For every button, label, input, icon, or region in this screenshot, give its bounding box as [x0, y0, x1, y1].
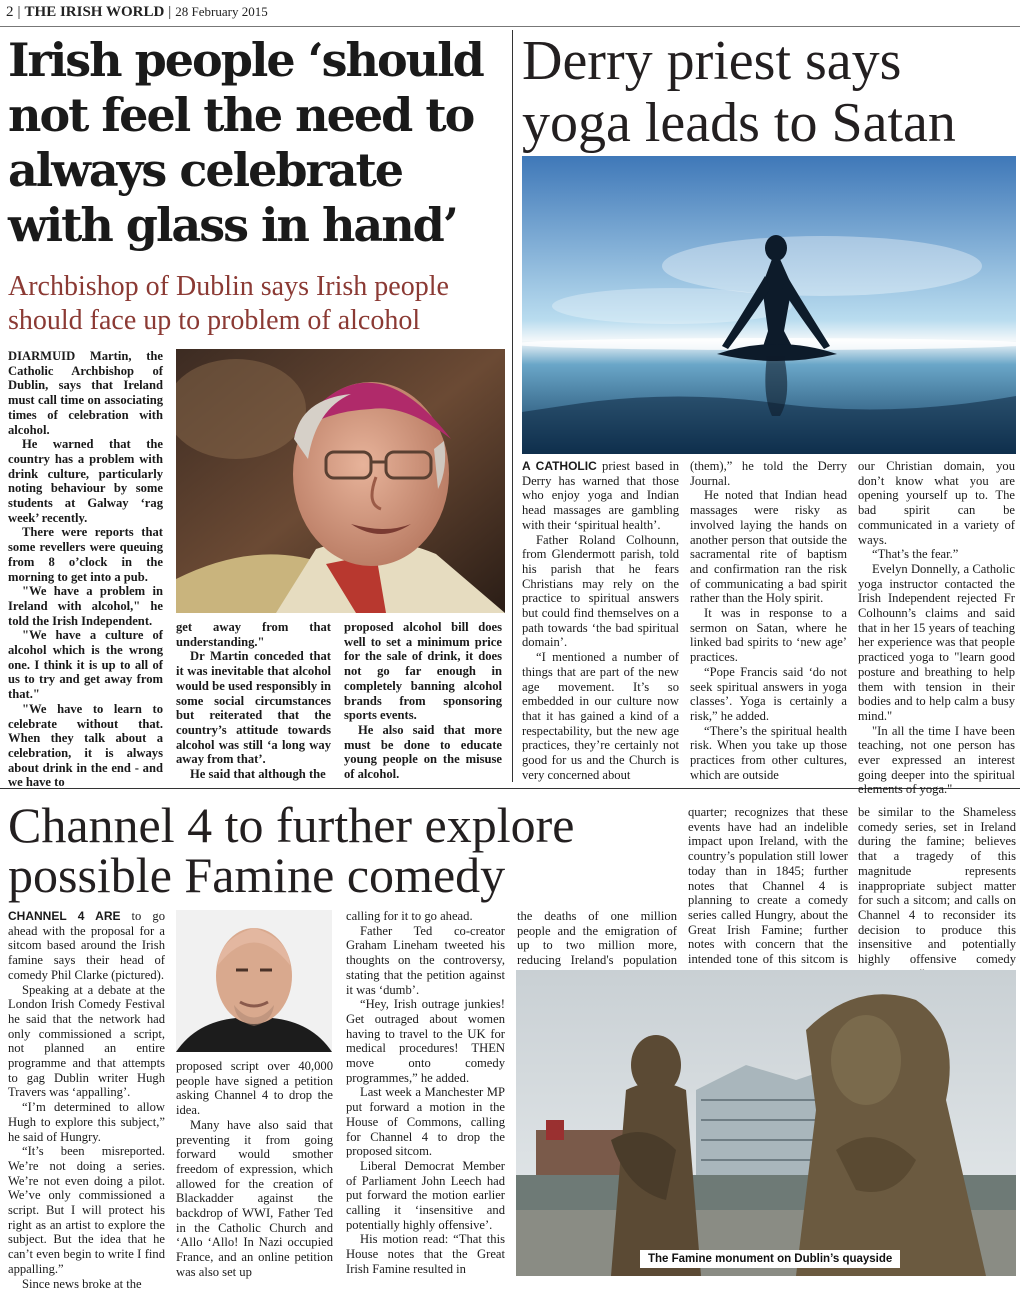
paragraph: He noted that Indian head massages were risky as involved laying the hands on another person that outside the sacramental rite of baptism and confirmation ran the risk of communicating a bad spirit rather than the Holy spirit.: [690, 488, 847, 606]
alcohol-column-1: [8, 349, 163, 790]
paragraph: quarter; recognizes that these events have had an indelible impact upon Ireland, with the country’s population still lower today than in 1845; further notes that Channel 4 is planning to create a comedy series called Hungry, about the Great Irish Famine; further notes with concern that the intended tone of this sitcom is: [688, 805, 848, 967]
page-number: 2: [6, 4, 14, 20]
paragraph: Last week a Manchester MP put forward a motion in the House of Commons, calling for Channel 4 to drop the proposed sitcom.: [346, 1085, 505, 1159]
famine-column-5: [688, 805, 848, 981]
paragraph: “Pope Francis said ‘do not seek spiritual answers in yoga classes’. Yoga is certainly a risk,” he added.: [690, 664, 847, 723]
photo-caption: The Famine monument on Dublin’s quayside: [640, 1250, 900, 1268]
alcohol-column-3: [344, 620, 502, 782]
paragraph: Dr Martin conceded that it was inevitable that alcohol would be used responsibly in some social circumstances but reiterated that the country’s attitude towards alcohol was still ‘a long way away from that’.: [176, 649, 331, 767]
paragraph: It was in response to a sermon on Satan, where he linked bad spirits to ‘new age’ practices.: [690, 606, 847, 665]
yoga-column-2: [690, 459, 847, 782]
paragraph: He also said that more must be done to educate young people on the misuse of alcohol.: [344, 722, 502, 782]
paragraph-text: priest based in Derry has warned that those who enjoy yoga and Indian head massages are gambling with their ‘spiritual health’.: [522, 459, 679, 532]
paragraph: [8, 909, 165, 983]
famine-column-6: [858, 805, 1016, 981]
paragraph: "In all the time I have been teaching, not one person has ever expressed an interest going deeper into the spiritual elements of yoga.": [858, 723, 1015, 797]
paragraph: “That’s the fear.”: [872, 547, 959, 562]
paragraph: Father Roland Colhounn, from Glendermott parish, told his parish that he fears Christians may rely on the practice to spiritual answers but could find themselves on a path towards ‘the bad spiritual domain’.: [522, 532, 679, 650]
phil-clarke-photo: [176, 910, 332, 1052]
paragraph: DIARMUID Martin, the Catholic Archbishop of Dublin, says that Ireland must call time on associating times of celebration with alcohol.: [8, 349, 163, 437]
paragraph: Father Ted co-creator Graham Lineham tweeted his thoughts on the controversy, stating that the petition against it was ‘dumb’.: [346, 923, 505, 997]
paper-name: THE IRISH WORLD: [24, 4, 165, 20]
paragraph: proposed alcohol bill does well to set a minimum price for the sale of drink, it does not go far enough in completely banning alcohol brands from sponsoring sports events.: [344, 620, 502, 723]
yoga-column-3: [858, 459, 1015, 797]
paragraph: He said that although the: [190, 767, 326, 782]
paragraph: “Hey, Irish outrage junkies! Get outraged about women having to travel to the UK for medical procedures! THEN move onto comedy programmes,” he added.: [346, 997, 505, 1085]
paragraph: Since news broke at the: [22, 1276, 142, 1291]
paragraph: Liberal Democrat Member of Parliament John Leech had put forward the motion earlier calling it ‘insensitive and potentially highly offensive’.: [346, 1158, 505, 1232]
folio: 2 | THE IRISH WORLD | 28 February 2015: [6, 4, 268, 20]
paragraph: Many have also said that preventing it from going forward would smother freedom of expression, which allowed for the creation of Blackadder against the backdrop of WWI, Father Ted in the Catholic Church and ‘Allo ‘Allo! In Nazi occupied France, and an online petition was also set up: [176, 1117, 333, 1279]
paragraph: Evelyn Donnelly, a Catholic yoga instructor contacted the Irish Independent rejected Fr Colhounn’s claims and said that in her 15 years of teaching her experience was that people practiced yoga to "learn good posture and breathing to help them with tension in their bodies and to help calm a busy mind.": [858, 561, 1015, 723]
paragraph: the deaths of one million people and the emigration of up to two million more, reducing Ireland's population: [517, 909, 677, 968]
paragraph: "We have a culture of alcohol which is the wrong one. I think it is up to all of us to try and get away from that.": [8, 628, 163, 702]
yoga-photo: [522, 156, 1016, 454]
paragraph: “I’m determined to allow Hugh to explore this subject,” he said of Hungry.: [8, 1100, 165, 1144]
paragraph: "We have a problem in Ireland with alcohol," he told the Irish Independent.: [8, 584, 163, 628]
yoga-column-1: [522, 459, 679, 782]
paragraph: be similar to the Shameless comedy series, set in Ireland during the famine; believes that a tragedy of this magnitude represents inappropriate subject matter for such a sitcom; and calls on Channel 4 to reconsider its decision to produce this insensitive and potentially highly offensive comedy: [858, 805, 1016, 967]
famine-monument-photo: [516, 970, 1016, 1276]
paragraph-text: to go ahead with the proposal for a sitcom based around the Irish famine says their head of comedy Phil Clarke (pictured).: [8, 909, 165, 982]
top-rule: [0, 26, 1020, 27]
paragraph: “It’s been misreported. We’re not doing a series. We’re not even doing a pilot. We’ve only commissioned a script. But I will protect his right as an artist to explore the subject. But the idea that he can’t even begin to write I find appalling.”: [8, 1144, 165, 1276]
lead-in: CHANNEL 4 ARE: [8, 909, 121, 923]
alcohol-column-2: [176, 620, 331, 782]
issue-date: 28 February 2015: [175, 4, 268, 19]
archbishop-photo: [176, 349, 505, 613]
paragraph: There were reports that some revellers were queuing from 8 o’clock in the morning to get into a pub.: [8, 525, 163, 584]
famine-column-2: [176, 1059, 333, 1280]
headline-alcohol: Irish people ‘should not feel the need to always celebrate with glass in hand’: [8, 33, 483, 252]
paragraph: [522, 459, 679, 533]
paragraph: calling for it to go ahead.: [346, 909, 473, 923]
lead-in: A CATHOLIC: [522, 459, 597, 473]
famine-column-3: [346, 909, 505, 1277]
famine-column-1: [8, 909, 165, 1291]
paragraph: get away from that understanding.": [176, 620, 331, 649]
paragraph: (them),” he told the Derry Journal.: [690, 459, 847, 488]
standfirst-alcohol: Archbishop of Dublin says Irish people should face up to problem of alcohol: [8, 271, 449, 336]
paragraph: proposed script over 40,000 people have signed a petition asking Channel 4 to drop the idea.: [176, 1059, 333, 1118]
paragraph: “I mentioned a number of things that are part of the new age movement. It’s so embedded in our culture now that it has gained a kind of a respectability, but the new age practices, they’re certainly not good for us and the Church is very concerned about: [522, 650, 679, 782]
headline-famine: Channel 4 to further explore possible Famine comedy: [8, 797, 575, 903]
paragraph: "We have to learn to celebrate without that. When they talk about a celebration, it is always about drink in the end - and we have to: [8, 701, 163, 790]
paragraph: Speaking at a debate at the London Irish Comedy Festival he said that the network had only commissioned a script, not planned an entire programme and that attempts to gag Dublin writer Hugh Travers was ‘appalling’.: [8, 982, 165, 1100]
headline-yoga: Derry priest says yoga leads to Satan: [522, 30, 956, 154]
paragraph: “There’s the spiritual health risk. When you take up those practices from other cultures, which are outside: [690, 723, 847, 782]
paragraph: He warned that the country has a problem with drink culture, particularly noting behaviour by some students at Galway ‘rag week’ recently.: [8, 437, 163, 525]
paragraph: His motion read: “That this House notes that the Great Irish Famine resulted in: [346, 1232, 505, 1276]
paragraph: our Christian domain, you don’t know what you are opening yourself up to. The bad spirit can be communicated in a variety of ways.: [858, 459, 1015, 547]
column-rule: [512, 30, 513, 782]
